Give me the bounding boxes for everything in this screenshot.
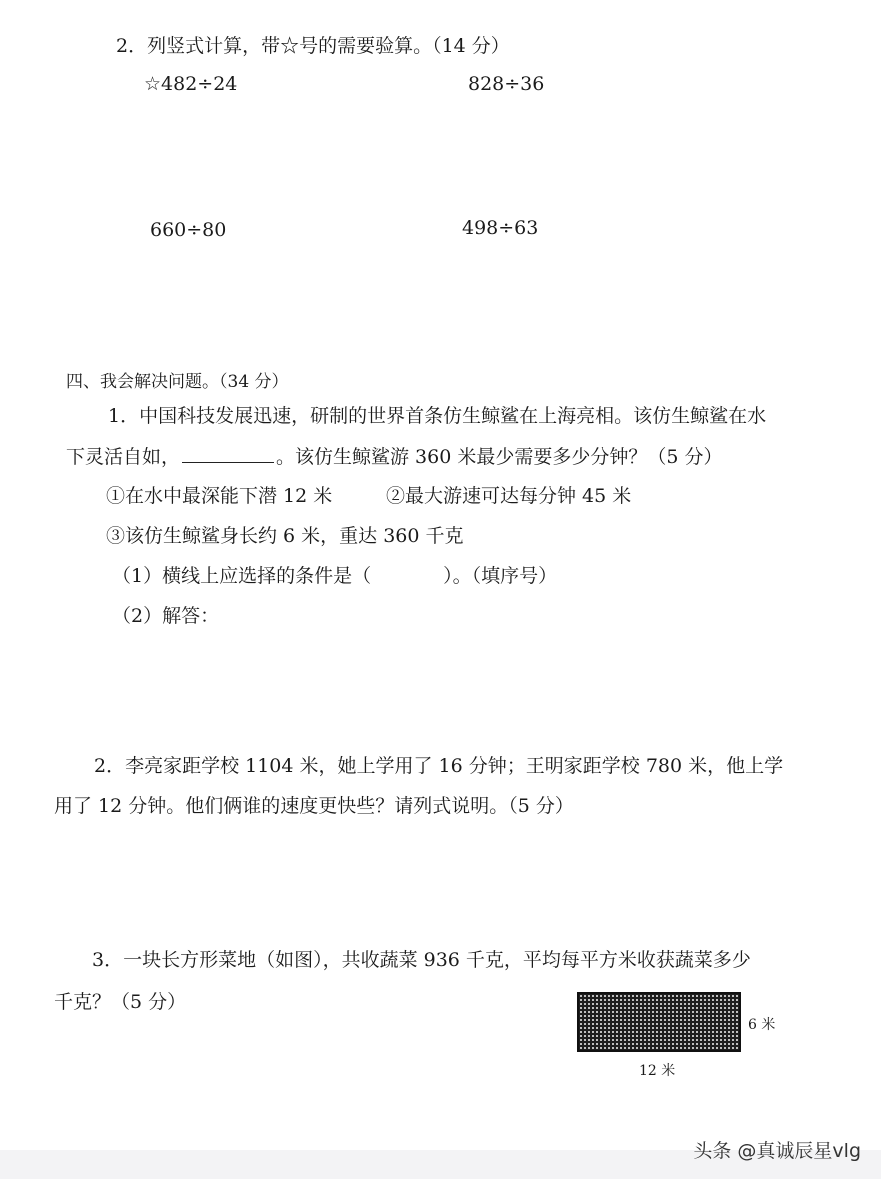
q3-line-1: 3．一块长方形菜地（如图），共收蔬菜 936 千克，平均每平方米收获蔬菜多少 xyxy=(92,949,751,971)
sub1-text-before: （1）横线上应选择的条件是（ xyxy=(112,565,372,587)
score-label: （5 分） xyxy=(647,446,723,468)
score-label: （5 分） xyxy=(111,991,187,1013)
q2-text: 用了 12 分钟。他们俩谁的速度更快些？请列式说明。 xyxy=(54,795,509,817)
q2-line-2 xyxy=(54,794,574,818)
problem-4: 498÷63 xyxy=(462,217,539,239)
figure-height-label: 6 米 xyxy=(748,1017,776,1033)
section-heading-vertical-division xyxy=(116,34,510,58)
q1-option-3: ③该仿生鲸鲨身长约 6 米，重达 360 千克 xyxy=(106,525,464,547)
fill-blank-line[interactable] xyxy=(182,444,274,463)
problem-2: 828÷36 xyxy=(468,73,545,95)
q2-line-1: 2．李亮家距学校 1104 米，她上学用了 16 分钟；王明家距学校 780 米，他上学 xyxy=(94,755,784,777)
source-watermark: 头条 @真诚辰星vlg xyxy=(693,1140,861,1162)
q1-sub-question-2: （2）解答： xyxy=(112,605,220,627)
q1-line-2 xyxy=(66,444,723,469)
q3-text: 千克？ xyxy=(54,991,112,1013)
heading-text: 四、我会解决问题。 xyxy=(66,372,219,392)
sub1-text-after: ）。（填序号） xyxy=(443,565,558,587)
q1-line-1: 1．中国科技发展迅速，研制的世界首条仿生鲸鲨在上海亮相。该仿生鲸鲨在水 xyxy=(108,405,767,427)
q1-option-1: ①在水中最深能下潜 12 米 xyxy=(106,485,333,507)
q1-option-2: ②最大游速可达每分钟 45 米 xyxy=(386,485,632,507)
score-label: （34 分） xyxy=(219,372,289,392)
figure-width-label: 12 米 xyxy=(639,1063,676,1079)
q1-sub-question-1 xyxy=(112,564,557,588)
heading-text: 2．列竖式计算，带☆号的需要验算。 xyxy=(116,35,433,57)
section-four-heading xyxy=(66,370,289,394)
problem-1: ☆482÷24 xyxy=(144,73,238,95)
score-label: （14 分） xyxy=(432,35,510,57)
q3-line-2 xyxy=(54,990,186,1014)
score-label: （5 分） xyxy=(508,795,574,817)
q1-text-after-blank: 。该仿生鲸鲨游 360 米最少需要多少分钟？ xyxy=(276,446,648,468)
q1-text-before-blank: 下灵活自如， xyxy=(66,446,181,468)
rectangle-field-figure xyxy=(577,992,741,1052)
problem-3: 660÷80 xyxy=(150,219,227,241)
